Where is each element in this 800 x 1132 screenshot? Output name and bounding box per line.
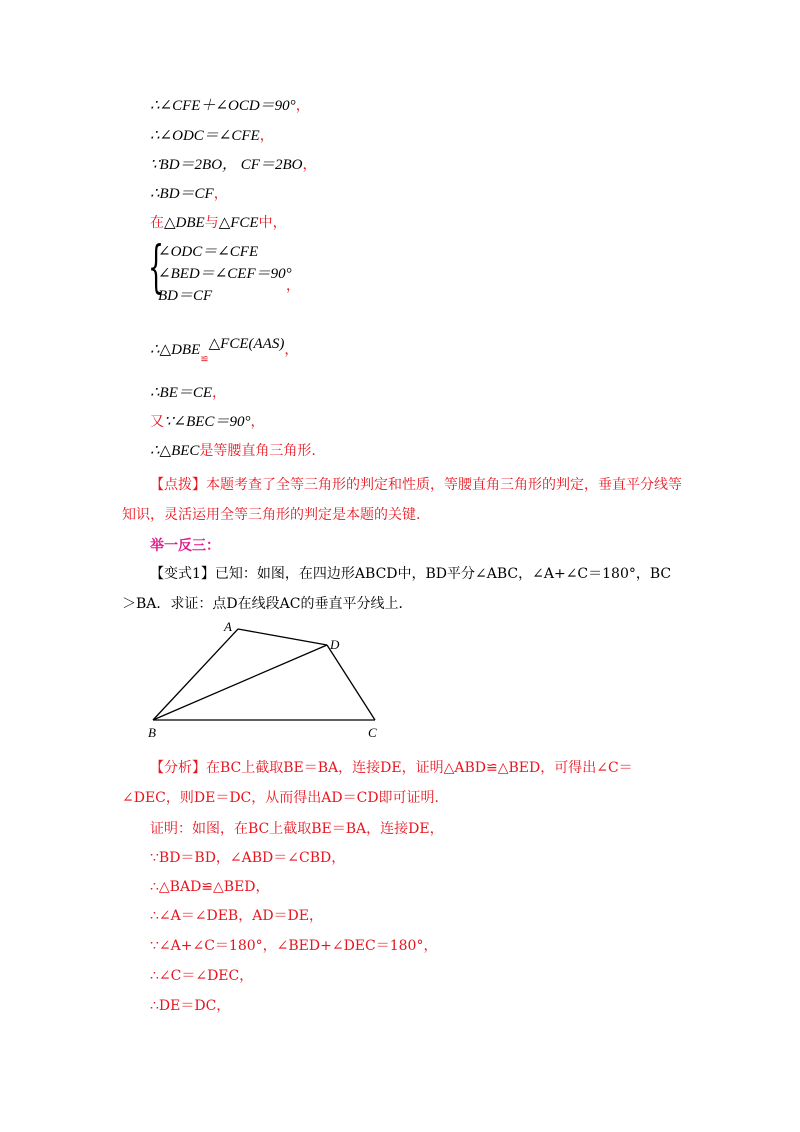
text: 与 [204,215,219,231]
math-expression: ∴BD＝CF [150,186,214,202]
proof-line-4: ∴∠A＝∠DEB，AD＝DE， [150,908,323,924]
proof-line-7: ∴DE＝DC， [150,998,231,1014]
punctuation: ， [286,278,300,294]
math-expression: ∵BD＝2BO， CF＝2BO [150,157,303,173]
point-label-a: A [224,619,232,634]
quadrilateral-figure [0,615,800,775]
left-brace: { [148,235,165,300]
analysis-label: 【分析】 [150,760,206,776]
punctuation: ， [212,385,227,401]
punctuation: ， [295,98,310,114]
math-expression: ∴∠CFE＋∠OCD＝90° [150,98,296,114]
math-expression: ∵∠BEC＝90° [164,414,251,430]
proof-line-1: 证明：如图，在BC上截取BE＝BA，连接DE， [150,821,444,837]
tip-text: 本题考查了全等三角形的判定和性质，等腰直角三角形的判定，垂直平分线等知识，灵活运用全等三角形的判定是本题的关键. [122,477,682,523]
punctuation: ， [213,186,228,202]
math-expression: △FCE(AAS) [208,336,285,352]
segment-bd [153,645,327,720]
solution-line-congruence [150,336,299,365]
proof-line-5: ∵∠A+∠C＝180°，∠BED+∠DEC＝180°， [150,938,438,954]
segment-ad [238,629,327,645]
tip-label: 【点拨】 [150,477,206,493]
system-equation: ∠BED＝∠CEF＝90° [158,266,292,282]
point-label-c: C [368,725,377,740]
point-label-d: D [330,637,340,652]
punctuation: ， [259,128,274,144]
solution-line-5 [150,213,287,233]
analysis-text: 在BC上截取BE＝BA，连接DE，证明△ABD≌△BED，可得出∠C＝∠DEC，则DE＝DC，从而得出AD＝CD即可证明. [122,760,633,806]
conclusion-text: 是等腰直角三角形. [199,443,316,459]
congruent-symbol: ≌ [200,354,209,365]
solution-line-2 [150,126,274,146]
solution-line-8 [150,412,264,432]
problem-paragraph [122,559,682,619]
section-heading: 举一反三： [150,538,220,554]
triangle-dbe: △DBE [164,215,205,231]
system-row-1 [158,242,258,262]
proof-line-6: ∴∠C＝∠DEC， [150,968,254,984]
segment-dc [327,645,375,720]
math-expression: ∴∠ODC＝∠CFE [150,128,260,144]
system-equation: ∠ODC＝∠CFE [158,244,259,260]
system-row-3 [158,286,212,306]
proof-line-2: ∵BD＝BD，∠ABD＝∠CBD， [150,850,346,866]
text: 中， [258,215,287,231]
system-equation: BD＝CF [158,288,213,304]
triangle-fce: △FCE [218,215,259,231]
proof-line-3: ∴△BAD≌△BED， [150,879,270,895]
solution-line-3 [150,155,316,175]
text: 又 [150,414,164,430]
solution-line-9 [150,441,316,461]
punctuation: ， [302,157,317,173]
math-expression: ∴△DBE [150,342,201,358]
analysis-paragraph [122,753,682,813]
punctuation: ， [284,342,299,358]
solution-line-1 [150,96,310,116]
problem-label: 【变式1】 [150,566,215,582]
math-expression: ∴BE＝CE [150,385,213,401]
segment-ab [153,629,238,720]
math-expression: ∴△BEC [150,443,200,459]
tip-paragraph [122,470,682,530]
text: 在 [150,215,164,231]
punctuation: ， [250,414,265,430]
problem-text: 已知：如图，在四边形ABCD中，BD平分∠ABC，∠A+∠C＝180°，BC＞BA．求证：点D在线段AC的垂直平分线上． [122,566,672,612]
solution-line-7 [150,383,226,403]
point-label-b: B [148,725,156,740]
solution-line-4 [150,184,228,204]
system-punctuation [286,276,300,296]
system-row-2 [158,264,292,284]
